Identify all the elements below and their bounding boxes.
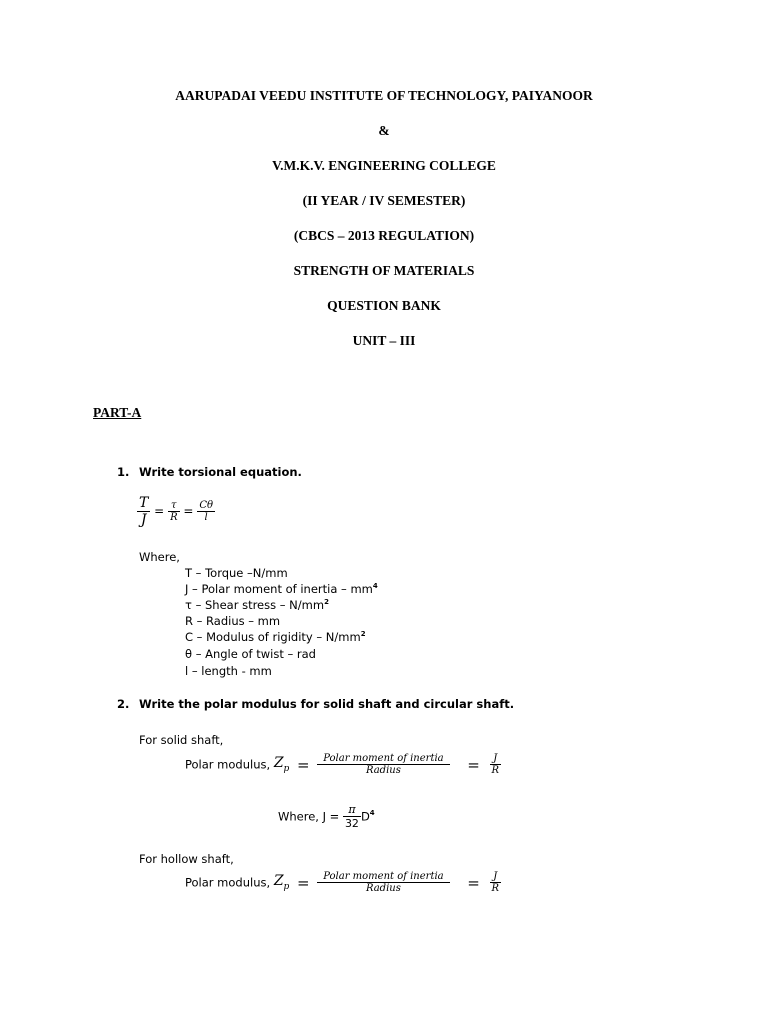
document-type: QUESTION BANK bbox=[327, 298, 441, 313]
def-modulus-rigidity: C – Modulus of rigidity – $N/mm^2$ bbox=[185, 630, 366, 644]
hollow-frac: $\frac{\text{Polar moment of inertia}}{\text{Radius}}$ bbox=[317, 871, 449, 894]
def-radius: R – Radius – mm bbox=[185, 614, 281, 628]
solid-shaft-label: For solid shaft, bbox=[139, 733, 224, 747]
def-polar-moment: J – Polar moment of inertia – $mm^4$ bbox=[185, 582, 378, 596]
frac-tau-r: $\frac{\tau}{R}$ bbox=[170, 500, 178, 523]
subject-title: STRENGTH OF MATERIALS bbox=[293, 263, 475, 278]
q1-number: 1. bbox=[117, 465, 130, 479]
unit-label: UNIT – III bbox=[352, 333, 416, 348]
def-torque: T – Torque –N/mm bbox=[185, 566, 288, 580]
torsion-equation: $\frac{T}{J}$ = $\frac{\tau}{R}$ = $\frac{C\theta}{l}$ bbox=[139, 495, 213, 528]
part-a-heading: PART-A bbox=[93, 405, 142, 420]
frac-t-j: $\frac{T}{J}$ bbox=[139, 495, 149, 528]
hollow-polar-modulus-equation: Polar modulus, $Z_p$ = $\frac{\text{Polar moment of inertia}}{\text{Radius}}$ = $\frac{J}{R}$ bbox=[185, 871, 500, 894]
regulation: (CBCS – 2013 REGULATION) bbox=[293, 228, 475, 243]
year-semester: (II YEAR / IV SEMESTER) bbox=[302, 193, 466, 208]
college-name: V.M.K.V. ENGINEERING COLLEGE bbox=[272, 158, 496, 173]
hollow-j-over-r: $\frac{J}{R}$ bbox=[491, 871, 500, 894]
hollow-shaft-label: For hollow shaft, bbox=[139, 852, 234, 866]
pi-over-32: $\frac{\pi}{32}$ bbox=[344, 803, 359, 830]
def-angle-twist: θ – Angle of twist – rad bbox=[185, 647, 316, 661]
q1-question: Write torsional equation. bbox=[139, 465, 302, 479]
frac-ctheta-l: $\frac{C\theta}{l}$ bbox=[199, 500, 213, 523]
institute-name: AARUPADAI VEEDU INSTITUTE OF TECHNOLOGY, PAIYANOOR bbox=[175, 88, 593, 103]
def-length: l – length - mm bbox=[185, 664, 272, 678]
ampersand: & bbox=[378, 123, 390, 138]
solid-j-over-r: $\frac{J}{R}$ bbox=[491, 753, 500, 776]
solid-frac: $\frac{\text{Polar moment of inertia}}{\text{Radius}}$ bbox=[317, 753, 449, 776]
q1-where: Where, bbox=[139, 550, 180, 564]
solid-polar-modulus-equation: Polar modulus, $Z_p$ = $\frac{\text{Polar moment of inertia}}{\text{Radius}}$ = $\frac{J}{R}$ bbox=[185, 753, 500, 776]
q2-question: Write the polar modulus for solid shaft and circular shaft. bbox=[139, 697, 515, 711]
q2-number: 2. bbox=[117, 697, 130, 711]
def-shear-stress: τ – Shear stress – $N/mm^2$ bbox=[185, 598, 329, 612]
solid-j-definition: Where, J = $\frac{\pi}{32}$ $D^4$ bbox=[278, 803, 375, 830]
